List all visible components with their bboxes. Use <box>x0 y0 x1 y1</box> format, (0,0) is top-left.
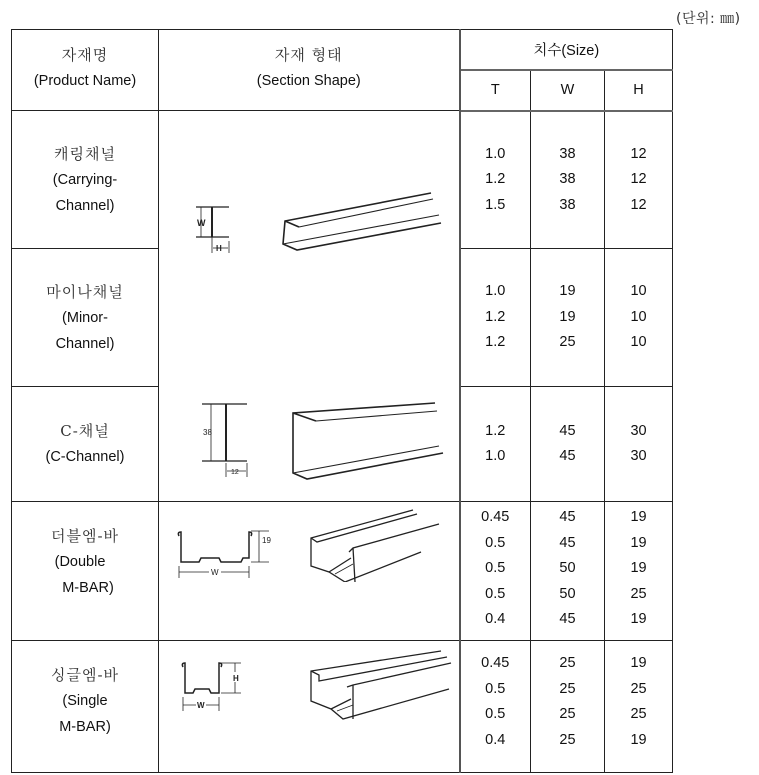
w-value: 19 <box>559 283 576 300</box>
c-channel-width-label: 12 <box>231 469 239 476</box>
w-values-cell <box>531 387 605 502</box>
h-value: 12 <box>630 196 647 213</box>
h-value: 19 <box>630 560 647 576</box>
unit-label: (단위: ㎜) <box>676 11 741 27</box>
h-value: 12 <box>630 171 647 187</box>
product-name-kr: 캐링채널 <box>54 144 116 163</box>
h-value: 10 <box>630 283 647 300</box>
w-value: 38 <box>559 171 576 187</box>
header-section-shape-en: (Section Shape) <box>256 73 361 89</box>
t-values-cell <box>460 111 531 249</box>
product-name-cell <box>12 387 159 502</box>
single-mbar-w-label: W <box>197 701 205 710</box>
w-value: 25 <box>559 731 576 748</box>
product-name-en: M-BAR) <box>59 718 111 735</box>
t-value: 0.4 <box>485 611 506 627</box>
header-section-shape <box>159 30 460 111</box>
header-col-h: H <box>605 70 673 111</box>
h-values-cell <box>605 249 673 387</box>
t-values-cell <box>460 502 531 641</box>
t-value: 1.2 <box>485 171 506 187</box>
carrying-channel-section-diagram <box>159 171 460 321</box>
c-channel-height-label: 38 <box>203 428 212 437</box>
double-mbar-w-label: W <box>211 568 219 577</box>
section-shape-cell <box>159 502 460 641</box>
c-channel-section-diagram <box>159 391 460 501</box>
product-name-en: Channel) <box>55 197 115 214</box>
w-value: 25 <box>559 334 576 351</box>
t-value: 1.2 <box>485 308 506 325</box>
h-value: 19 <box>630 655 647 671</box>
table-row <box>12 641 673 773</box>
t-value: 0.45 <box>481 509 510 525</box>
h-value: 30 <box>630 448 647 464</box>
w-values-cell <box>531 249 605 387</box>
double-mbar-h-label: 19 <box>262 536 271 545</box>
t-value: 1.0 <box>485 145 506 162</box>
header-size <box>460 30 673 70</box>
product-name-cell <box>12 249 159 387</box>
product-name-en: (Single <box>62 692 108 709</box>
section-shape-cell <box>159 641 460 773</box>
t-values-cell <box>460 249 531 387</box>
w-values-cell <box>531 641 605 773</box>
h-value: 19 <box>630 731 647 748</box>
h-values-cell <box>605 641 673 773</box>
header-product-name <box>12 30 159 111</box>
product-name-en: M-BAR) <box>62 580 114 596</box>
h-values-cell <box>605 387 673 502</box>
w-value: 45 <box>559 448 576 464</box>
product-name-kr: 싱글엠-바 <box>50 665 120 684</box>
carrying-h-label: H <box>216 244 222 253</box>
table-row <box>12 111 673 249</box>
h-value: 19 <box>630 509 647 525</box>
w-value: 38 <box>559 196 576 213</box>
t-value: 0.5 <box>485 534 506 551</box>
section-shape-cell <box>159 111 460 502</box>
t-values-cell <box>460 641 531 773</box>
h-values-cell <box>605 502 673 641</box>
h-value: 19 <box>630 534 647 551</box>
t-value: 1.0 <box>485 448 506 464</box>
h-value: 12 <box>630 145 647 162</box>
product-name-en: (C-Channel) <box>45 449 125 465</box>
header-size-label: 치수(Size) <box>533 42 600 59</box>
h-value: 10 <box>630 334 647 351</box>
t-value: 0.45 <box>481 655 510 671</box>
t-value: 1.0 <box>485 283 506 300</box>
product-name-en: (Carrying- <box>52 171 118 188</box>
h-values-cell <box>605 111 673 249</box>
t-value: 0.5 <box>485 560 506 576</box>
double-mbar-section-diagram <box>159 502 460 582</box>
single-mbar-h-label: H <box>233 674 239 683</box>
w-values-cell <box>531 111 605 249</box>
w-value: 25 <box>559 706 576 722</box>
h-value: 19 <box>630 611 647 627</box>
w-value: 38 <box>559 145 576 162</box>
w-value: 25 <box>559 680 576 697</box>
product-name-en: Channel) <box>55 335 115 352</box>
w-value: 45 <box>559 509 576 525</box>
w-value: 19 <box>559 308 576 325</box>
t-value: 1.5 <box>485 196 506 213</box>
w-values-cell <box>531 502 605 641</box>
t-value: 0.5 <box>485 706 506 722</box>
header-product-name-en: (Product Name) <box>33 73 137 89</box>
w-value: 25 <box>559 655 576 671</box>
header-col-w: W <box>531 70 605 111</box>
product-name-kr: 마이나채널 <box>46 282 124 301</box>
product-name-kr: C-채널 <box>60 422 110 440</box>
product-name-cell <box>12 502 159 641</box>
header-section-shape-kr: 자재 형태 <box>274 46 343 64</box>
h-value: 30 <box>630 422 647 439</box>
h-value: 25 <box>630 680 647 697</box>
t-value: 0.5 <box>485 585 506 602</box>
t-value: 1.2 <box>485 334 506 351</box>
w-value: 50 <box>559 585 576 602</box>
t-values-cell <box>460 387 531 502</box>
product-name-cell <box>12 641 159 773</box>
h-value: 25 <box>630 585 647 602</box>
w-value: 45 <box>559 422 576 439</box>
product-spec-table <box>11 29 673 773</box>
w-value: 50 <box>559 560 576 576</box>
product-name-kr: 더블엠-바 <box>50 527 120 545</box>
carrying-w-label: W <box>197 218 206 228</box>
table-row <box>12 502 673 641</box>
single-mbar-section-diagram <box>159 641 460 721</box>
t-value: 0.4 <box>485 731 506 748</box>
w-value: 45 <box>559 534 576 551</box>
w-value: 45 <box>559 611 576 627</box>
header-col-t: T <box>460 70 531 111</box>
t-value: 1.2 <box>485 422 506 439</box>
t-value: 0.5 <box>485 680 506 697</box>
header-product-name-kr: 자재명 <box>61 46 109 64</box>
h-value: 10 <box>630 308 647 325</box>
product-name-en: (Minor- <box>62 309 108 326</box>
h-value: 25 <box>630 706 647 722</box>
product-name-cell <box>12 111 159 249</box>
product-name-en: (Double <box>54 554 106 570</box>
